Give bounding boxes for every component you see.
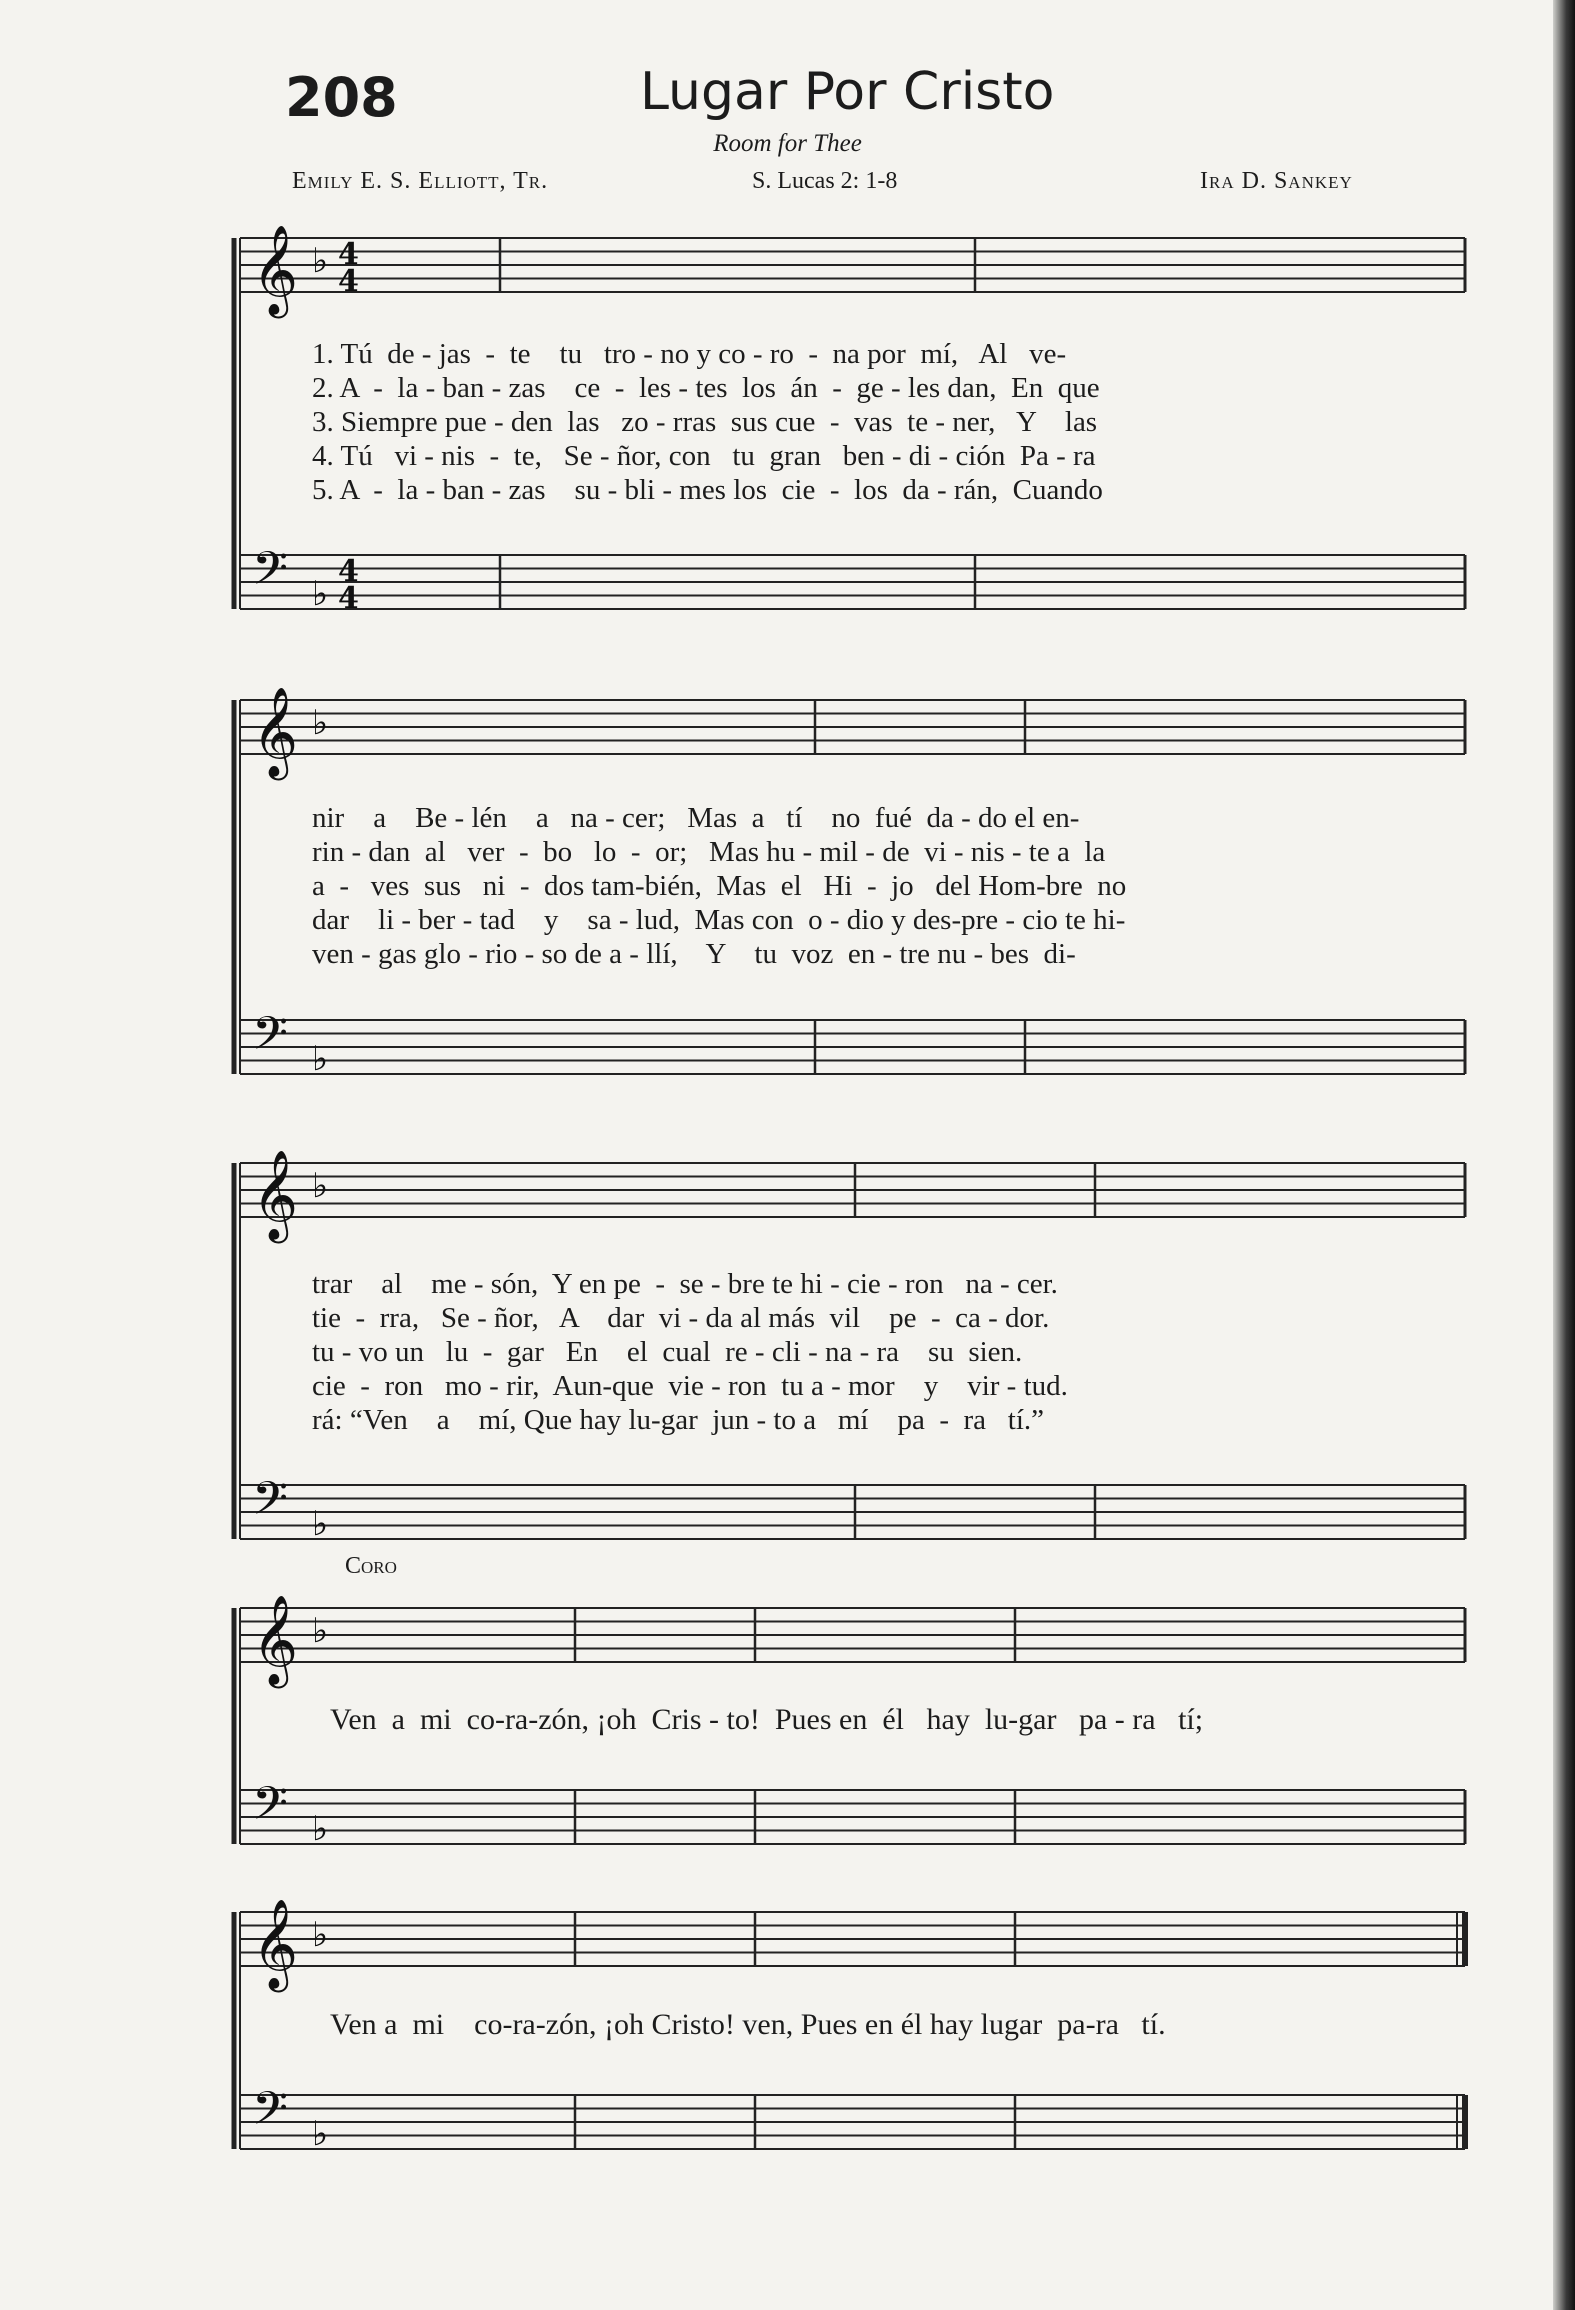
hymn-title: Lugar Por Cristo bbox=[640, 62, 1055, 122]
time-signature-bottom: 4 bbox=[338, 581, 359, 616]
time-signature-top: 4 bbox=[338, 237, 359, 272]
treble-clef-icon: 𝄞 bbox=[252, 225, 299, 315]
lyric-line: 3. Siempre pue - den las zo - rras sus cue - vas te - ner, Y las bbox=[312, 406, 1098, 438]
treble-clef-icon: 𝄞 bbox=[252, 1150, 299, 1240]
bass-clef-icon: 𝄢 bbox=[252, 1777, 289, 1842]
treble-clef-icon: 𝄞 bbox=[252, 687, 299, 777]
bass-clef-icon: 𝄢 bbox=[252, 542, 289, 607]
flat-icon: ♭ bbox=[312, 1504, 329, 1544]
flat-icon: ♭ bbox=[312, 703, 329, 743]
lyric-line: 5. A - la - ban - zas su - bli - mes los cie - los da - rán, Cuando bbox=[312, 474, 1103, 506]
lyric-line: dar li - ber - tad y sa - lud, Mas con o - dio y des-pre - cio te hi- bbox=[312, 904, 1126, 936]
flat-icon: ♭ bbox=[312, 1039, 329, 1079]
scripture-reference: S. Lucas 2: 1-8 bbox=[752, 168, 898, 194]
flat-icon: ♭ bbox=[312, 241, 329, 281]
lyric-line: a - ves sus ni - dos tam-bién, Mas el Hi - jo del Hom-bre no bbox=[312, 870, 1127, 902]
lyric-line: 2. A - la - ban - zas ce - les - tes los án - ge - les dan, En que bbox=[312, 372, 1100, 404]
lyric-line: tu - vo un lu - gar En el cual re - cli - na - ra su sien. bbox=[312, 1336, 1023, 1368]
lyric-line: cie - ron mo - rir, Aun-que vie - ron tu a - mor y vir - tud. bbox=[312, 1370, 1068, 1402]
lyric-line: ven - gas glo - rio - so de a - llí, Y tu voz en - tre nu - bes di- bbox=[312, 938, 1076, 970]
flat-icon: ♭ bbox=[312, 574, 329, 614]
composer-credit: Ira D. Sankey bbox=[1200, 168, 1353, 194]
hymn-number: 208 bbox=[285, 66, 398, 129]
lyric-line: rin - dan al ver - bo lo - or; Mas hu - mil - de vi - nis - te a la bbox=[312, 836, 1106, 868]
treble-clef-icon: 𝄞 bbox=[252, 1899, 299, 1989]
lyric-line: nir a Be - lén a na - cer; Mas a tí no fué da - do el en- bbox=[312, 802, 1080, 834]
flat-icon: ♭ bbox=[312, 2114, 329, 2154]
bass-clef-icon: 𝄢 bbox=[252, 1007, 289, 1072]
flat-icon: ♭ bbox=[312, 1809, 329, 1849]
time-signature-top: 4 bbox=[338, 554, 359, 589]
bass-clef-icon: 𝄢 bbox=[252, 2082, 289, 2147]
lyric-line: tie - rra, Se - ñor, A dar vi - da al más vil pe - ca - dor. bbox=[312, 1302, 1050, 1334]
lyric-line: trar al me - són, Y en pe - se - bre te hi - cie - ron na - cer. bbox=[312, 1268, 1058, 1300]
lyric-line: 1. Tú de - jas - te tu tro - no y co - ro - na por mí, Al ve- bbox=[312, 338, 1067, 370]
chorus-label: Coro bbox=[345, 1553, 397, 1579]
flat-icon: ♭ bbox=[312, 1915, 329, 1955]
flat-icon: ♭ bbox=[312, 1611, 329, 1651]
lyric-line: 4. Tú vi - nis - te, Se - ñor, con tu gran ben - di - ción Pa - ra bbox=[312, 440, 1096, 472]
lyric-line: rá: “Ven a mí, Que hay lu-gar jun - to a mí pa - ra tí.” bbox=[312, 1404, 1045, 1436]
author-credit: Emily E. S. Elliott, Tr. bbox=[292, 168, 549, 194]
bass-clef-icon: 𝄢 bbox=[252, 1472, 289, 1537]
chorus-lyric-line: Ven a mi co-ra-zón, ¡oh Cris - to! Pues en él hay lu-gar pa - ra tí; bbox=[330, 1703, 1204, 1736]
chorus-lyric-line: Ven a mi co-ra-zón, ¡oh Cristo! ven, Pues en él hay lugar pa-ra tí. bbox=[330, 2008, 1166, 2041]
treble-clef-icon: 𝄞 bbox=[252, 1595, 299, 1685]
time-signature-bottom: 4 bbox=[338, 264, 359, 299]
hymn-subtitle: Room for Thee bbox=[713, 130, 862, 157]
flat-icon: ♭ bbox=[312, 1166, 329, 1206]
